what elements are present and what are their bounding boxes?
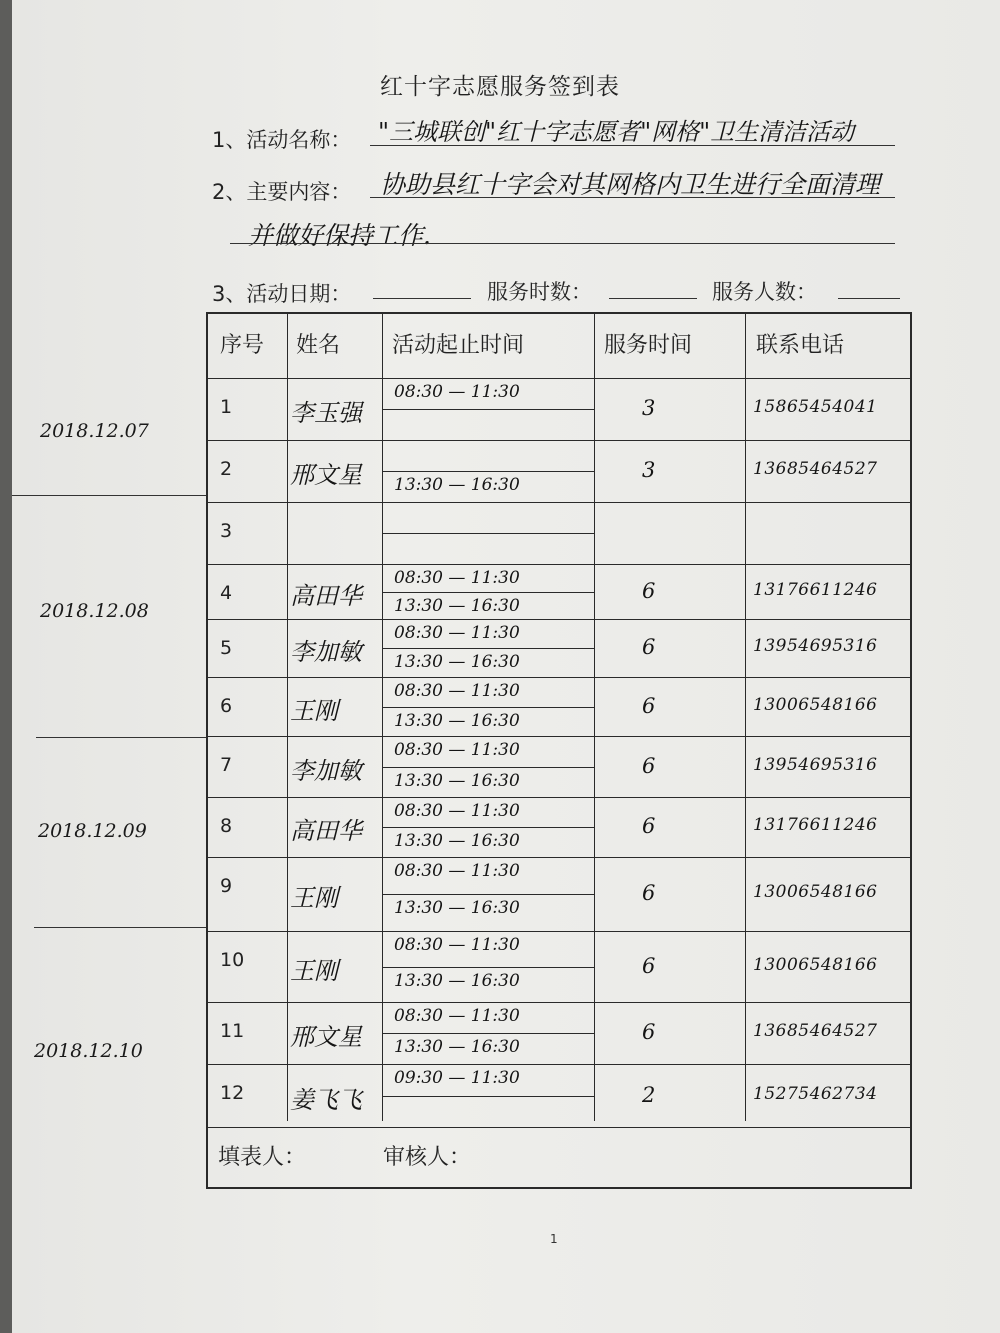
row-time-pm: 13:30 — 16:30 (394, 970, 520, 991)
row-time-pm: 13:30 — 16:30 (394, 831, 520, 851)
date-group-2: 2018.12.08 (40, 600, 149, 622)
row-time-am: 09:30 — 11:30 (394, 1068, 520, 1088)
row-time-am: 08:30 — 11:30 (394, 382, 520, 402)
date-separator-1 (12, 495, 208, 496)
row-phone: 13954695316 (753, 636, 878, 656)
col-divider (287, 314, 288, 1121)
row-name: 邢文星 (290, 461, 362, 489)
row-time-am: 08:30 — 11:30 (394, 801, 520, 821)
row-name: 王刚 (290, 696, 338, 725)
row-divider (382, 1033, 594, 1034)
row-divider (208, 677, 910, 678)
row-seq: 2 (220, 458, 233, 480)
row-divider (208, 797, 910, 798)
row-time-pm: 13:30 — 16:30 (394, 652, 520, 672)
row-duration: 3 (642, 396, 656, 420)
row-divider (382, 648, 594, 649)
row-name: 高田华 (290, 581, 362, 610)
filler-label: 填表人： (218, 1145, 307, 1170)
hours-label: 服务时数： (487, 280, 592, 304)
row-duration: 6 (642, 881, 656, 905)
row-divider (382, 707, 594, 708)
row-divider (208, 378, 910, 379)
row-name: 王刚 (290, 956, 338, 985)
row-divider (208, 1002, 910, 1003)
row-seq: 9 (220, 875, 233, 897)
row-phone: 13685464527 (753, 1021, 878, 1041)
reviewer-label: 审核人： (383, 1145, 472, 1170)
date-separator-3 (34, 927, 208, 928)
row-name: 姜飞飞 (290, 1085, 362, 1114)
page-number: 1 (550, 1232, 558, 1246)
row-time-am: 08:30 — 11:30 (394, 861, 520, 881)
row-time-pm: 13:30 — 16:30 (394, 595, 520, 616)
row-name: 李玉强 (290, 399, 362, 427)
header-name: 姓名 (296, 333, 341, 358)
row-seq: 12 (220, 1082, 245, 1104)
row-divider (382, 1096, 594, 1097)
row-divider (382, 471, 594, 472)
date-separator-2 (36, 737, 208, 738)
row-time-pm: 13:30 — 16:30 (394, 1037, 520, 1057)
row-name: 高田华 (290, 817, 362, 845)
content-line2: 并做好保持工作. (248, 221, 431, 250)
col-divider (382, 314, 383, 1121)
row-seq: 8 (220, 815, 233, 837)
row-duration: 6 (642, 953, 656, 978)
row-seq: 11 (220, 1020, 245, 1042)
content-line1: 协助县红十字会对其网格内卫生进行全面清理 (380, 170, 881, 199)
row-seq: 5 (220, 637, 233, 659)
row-phone: 13006548166 (753, 694, 878, 715)
row-name: 邢文星 (290, 1023, 362, 1051)
row-phone: 13006548166 (753, 882, 878, 902)
form-title: 红十字志愿服务签到表 (380, 74, 620, 100)
content-label: 2、主要内容： (212, 180, 352, 204)
row-time-pm: 13:30 — 16:30 (394, 710, 520, 731)
row-seq: 7 (220, 754, 233, 776)
header-duration: 服务时间 (604, 333, 693, 358)
row-divider (208, 1064, 910, 1065)
row-divider (382, 592, 594, 593)
hours-underline (609, 298, 697, 299)
row-phone: 13954695316 (753, 754, 878, 775)
date-group-1: 2018.12.07 (40, 420, 149, 442)
row-seq: 6 (220, 695, 233, 717)
row-divider (208, 619, 910, 620)
content-underline-2 (230, 243, 895, 244)
row-duration: 6 (642, 1020, 656, 1044)
content-underline-1 (370, 197, 895, 198)
row-divider (208, 857, 910, 858)
date-underline (373, 298, 471, 299)
row-phone: 13006548166 (753, 954, 878, 975)
row-duration: 6 (642, 635, 656, 659)
row-divider (382, 767, 594, 768)
row-time-am: 08:30 — 11:30 (394, 568, 520, 588)
people-label: 服务人数： (712, 280, 817, 304)
col-divider (745, 314, 746, 1121)
row-divider (208, 564, 910, 565)
row-divider (382, 533, 594, 534)
activity-name-underline (370, 145, 895, 146)
row-divider (382, 409, 594, 410)
row-seq: 10 (220, 949, 245, 971)
row-time-pm: 13:30 — 16:30 (394, 475, 520, 495)
row-duration: 6 (642, 753, 656, 778)
row-name: 王刚 (290, 884, 338, 912)
activity-name-value: "三城联创"红十字志愿者"网格"卫生清洁活动 (378, 118, 855, 146)
row-divider (208, 1127, 910, 1128)
row-divider (382, 967, 594, 968)
row-phone: 13685464527 (753, 459, 878, 479)
col-divider (594, 314, 595, 1121)
row-seq: 4 (220, 582, 233, 604)
row-time-am: 08:30 — 11:30 (394, 681, 520, 701)
date-label: 3、活动日期： (212, 282, 352, 306)
row-divider (208, 440, 910, 441)
row-phone: 13176611246 (753, 815, 878, 835)
row-divider (208, 931, 910, 932)
signin-table (206, 312, 912, 1189)
row-duration: 6 (642, 814, 656, 838)
date-group-3: 2018.12.09 (38, 820, 147, 842)
header-time: 活动起止时间 (392, 333, 525, 358)
row-divider (208, 502, 910, 503)
row-divider (208, 736, 910, 737)
row-seq: 3 (220, 520, 233, 542)
row-name: 李加敏 (290, 756, 362, 785)
row-duration: 3 (642, 458, 656, 482)
row-time-am: 08:30 — 11:30 (394, 1006, 520, 1026)
row-phone: 15275462734 (753, 1083, 878, 1104)
activity-name-label: 1、活动名称： (212, 128, 352, 152)
people-underline (838, 298, 900, 299)
row-divider (382, 827, 594, 828)
date-group-4: 2018.12.10 (34, 1040, 143, 1062)
row-duration: 6 (642, 578, 656, 603)
row-phone: 13176611246 (753, 579, 878, 600)
row-phone: 15865454041 (753, 397, 878, 417)
row-duration: 6 (642, 693, 656, 718)
header-seq: 序号 (220, 333, 265, 358)
row-name: 李加敏 (290, 638, 362, 666)
row-time-am: 08:30 — 11:30 (394, 623, 520, 643)
row-duration: 2 (642, 1082, 656, 1107)
header-phone: 联系电话 (756, 333, 845, 358)
row-time-am: 08:30 — 11:30 (394, 740, 520, 760)
row-seq: 1 (220, 396, 233, 418)
row-time-pm: 13:30 — 16:30 (394, 898, 520, 918)
row-time-pm: 13:30 — 16:30 (394, 770, 520, 791)
row-divider (382, 894, 594, 895)
row-time-am: 08:30 — 11:30 (394, 935, 520, 955)
